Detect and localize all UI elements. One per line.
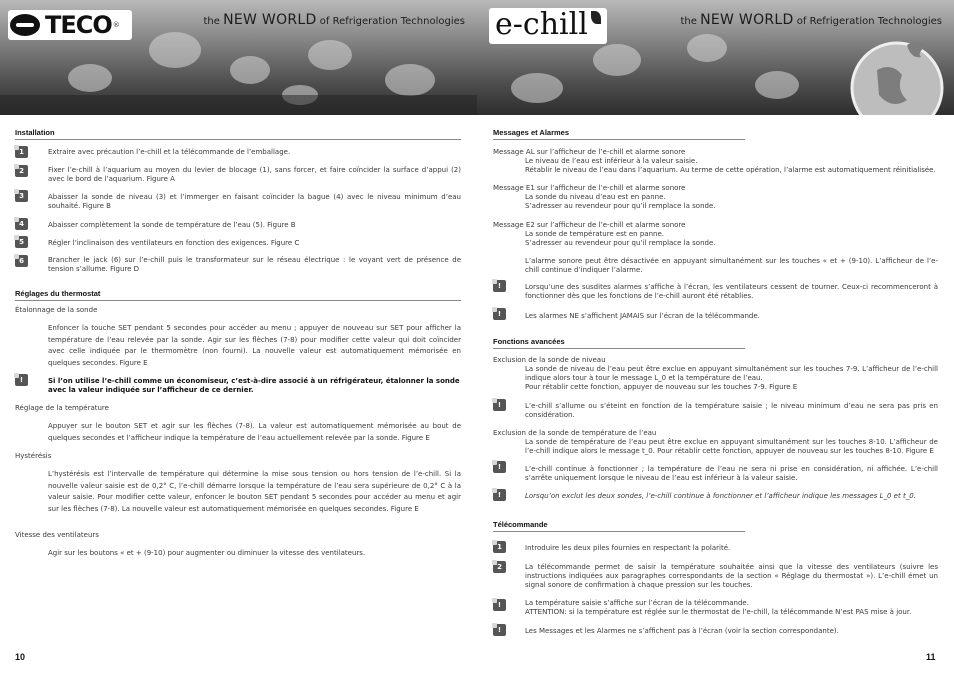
al-line-1: Le niveau de l’eau est inférieur à la valeur saisie.	[525, 157, 698, 165]
note-icon: !	[493, 399, 506, 411]
alarm-note-2: Les alarmes NE s’affichent JAMAIS sur l’écran de la télécommande.	[525, 312, 760, 320]
advanced-note-2: L’e-chill continue à fonctionner ; la température de l’eau ne sera ni prise en considération, ni affichée. L’e-chill s’arrête uniquement lorsque le niveau de l’eau est inférieur à la valeur saisie.	[525, 465, 938, 482]
step-6-icon: 6	[15, 255, 28, 267]
remote-step-2: La télécommande permet de saisir la température souhaitée ainsi que la vitesse des ventilateurs (suivre les instructions indiquées aux paragraphes correspondants de la section « Réglage du thermostat »). L’e-chill émet un signal sonore de confirmation à chaque pression sur les touches.	[525, 563, 938, 589]
advanced-note-3: Lorsqu’on exclut les deux sondes, l’e-chill continue à fonctionner et l’afficheur indique les messages L_0 et t_0.	[525, 492, 916, 500]
step-5-icon: 5	[15, 236, 28, 248]
advanced-note-1: L’e-chill s’allume ou s’éteint en fonction de la température saisie ; le niveau minimum d’eau ne sera pas pris en considération.	[525, 402, 938, 419]
alarms-heading: Messages et Alarmes	[493, 128, 745, 140]
echill-logo	[489, 8, 607, 44]
tagline-left	[204, 12, 465, 28]
temp-exclusion-text: La sonde de température de l’eau peut être exclue en appuyant simultanément sur les touches 8-10. L’afficheur de l’e-chill indique alors le message t_0. Pour rétablir cette fonction, appuyer de nouveau sur les touches 8-10. Figure E	[525, 438, 938, 455]
fan-speed-text: Agir sur les boutons « et + (9-10) pour augmenter ou diminuer la vitesse des ventilateurs.	[48, 549, 366, 557]
step-4-icon: 4	[15, 218, 28, 230]
install-step-2: Fixer l’e-chill à l’aquarium au moyen du levier de blocage (1), sans forcer, et faire coïncider la surface d’appui (2) avec le bord de l’aquarium. Figure A	[48, 166, 461, 183]
teco-logo-text: TECO	[45, 11, 112, 39]
calibration-label: Étalonnage de la sonde	[15, 306, 98, 314]
e2-label: Message E2 sur l’afficheur de l’e-chill et alarme sonore	[493, 221, 686, 229]
install-step-6: Brancher le jack (6) sur l’e-chill puis le transformateur sur le réseau électrique : le voyant vert de présence de tension s’allume. Figure D	[48, 256, 461, 273]
e1-line-2: S’adresser au revendeur pour qu’il remplace la sonde.	[525, 202, 716, 210]
step-1-icon: 1	[15, 146, 28, 158]
registered-mark: ®	[112, 21, 120, 29]
remote-heading: Télécommande	[493, 520, 745, 532]
note-icon: !	[493, 280, 506, 292]
al-label: Message AL sur l’afficheur de l’e-chill et alarme sonore	[493, 148, 686, 156]
calibration-text: Enfoncer la touche SET pendant 5 secondes pour accéder au menu ; appuyer de nouveau sur SET pour afficher la température de l’eau relevée par la sonde. Agir sur les flèches (7-8) pour modifier cette valeur qui doit coïncider avec celle indiquée par le thermomètre (non fourni). La nouvelle valeur est automatiquement mémorisée en quelques secondes. Figure E	[48, 324, 461, 367]
echill-logo-text: e-chill	[495, 7, 588, 42]
leaf-icon	[591, 11, 601, 24]
page-number-left: 10	[15, 652, 26, 662]
alarm-note-1: Lorsqu’une des susdites alarmes s’affiche à l’écran, les ventilateurs cessent de tourner. Ceux-ci recommenceront à fonctionner dès que les fonctions de l’e-chill auront été rétablies.	[525, 283, 938, 300]
warning-icon: !	[15, 374, 28, 386]
header-banner-right	[477, 0, 954, 115]
note-icon: !	[493, 599, 506, 611]
page-number-right: 11	[926, 652, 936, 662]
hysteresis-text: L’hystérésis est l’intervalle de température qui détermine la mise sous tension ou hors tension de l’e-chill. Si la nouvelle valeur saisie est de 0,2° C, l’e-chill démarre lorsque la température de l’eau sera supérieure de 0,2° C à la valeur saisie. Pour modifier cette valeur, enfoncer le bouton SET pendant 5 secondes pour accéder au menu et agir sur les flèches (7-8). La nouvelle valeur est automatiquement mémorisée en quelques secondes. Figure E	[48, 470, 461, 513]
note-icon: !	[493, 624, 506, 636]
tagline-prefix: the	[680, 16, 697, 27]
warning-text: Si l’on utilise l’e-chill comme un économiseur, c’est-à-dire associé à un réfrigérateur, étalonner la sonde avec la valeur indiquée sur l’afficheur de ce dernier.	[48, 377, 460, 394]
temperature-text: Appuyer sur le bouton SET et agir sur les flèches (7-8). La valeur est automatiquement mémorisée au bout de quelques secondes et l’afficheur indique la température de l’eau actuellement relevée par la sonde. Figure E	[48, 422, 461, 442]
temperature-label: Réglage de la température	[15, 404, 109, 412]
teco-logo	[8, 10, 132, 40]
step-2-icon: 2	[15, 165, 28, 177]
install-step-5: Régler l’inclinaison des ventilateurs en fonction des exigences. Figure C	[48, 239, 300, 247]
hysteresis-label: Hystérésis	[15, 452, 52, 460]
tagline-suffix: of Refrigeration Technologies	[796, 16, 942, 27]
al-line-2: Rétablir le niveau de l’eau dans l’aquarium. Au terme de cette opération, l’alarme est automatiquement réinitialisée.	[525, 166, 936, 174]
fan-speed-label: Vitesse des ventilateurs	[15, 531, 99, 539]
step-3-icon: 3	[15, 190, 28, 202]
level-exclusion-label: Exclusion de la sonde de niveau	[493, 356, 606, 364]
install-step-1: Extraire avec précaution l’e-chill et la télécommande de l’emballage.	[48, 148, 291, 156]
level-exclusion-text-2: Pour rétablir cette fonction, appuyer de nouveau sur les touches 7-9. Figure E	[525, 383, 798, 391]
install-step-4: Abaisser complètement la sonde de température de l’eau (5). Figure B	[48, 221, 296, 229]
thermostat-heading: Réglages du thermostat	[15, 289, 461, 301]
remote-note-1-line-1: La température saisie s’affiche sur l’écran de la télécommande.	[525, 599, 749, 607]
header-banner-left	[0, 0, 477, 115]
step-2-icon: 2	[493, 561, 506, 573]
teco-logo-mark	[10, 14, 40, 36]
step-1-icon: 1	[493, 541, 506, 553]
e1-label: Message E1 sur l’afficheur de l’e-chill et alarme sonore	[493, 184, 686, 192]
advanced-heading: Fonctions avancées	[493, 337, 745, 349]
level-exclusion-text-1: La sonde de niveau de l’eau peut être exclue en appuyant simultanément sur les touches 7-9. L’afficheur de l’e-chill indique alors tour à tour le message L_0 et la température de l’eau.	[525, 365, 938, 382]
temp-exclusion-label: Exclusion de la sonde de température de l’eau	[493, 429, 657, 437]
deactivate-text: L’alarme sonore peut être désactivée en appuyant simultanément sur les touches « et + (9-10). L’afficheur de l’e-chill continue d’indiquer l’alarme.	[525, 257, 938, 274]
remote-note-1-line-2: ATTENTION: si la température est réglée sur le thermostat de l’e-chill, la télécommande N’est PAS mise à jour.	[525, 608, 912, 616]
note-icon: !	[493, 461, 506, 473]
install-step-3: Abaisser la sonde de niveau (3) et l’immerger en faisant coïncider la bague (4) avec le niveau minimum d’eau souhaité. Figure B	[48, 193, 461, 210]
note-icon: !	[493, 489, 506, 501]
e2-line-2: S’adresser au revendeur pour qu’il remplace la sonde.	[525, 239, 716, 247]
tagline-suffix: of Refrigeration Technologies	[319, 16, 465, 27]
remote-step-1: Introduire les deux piles fournies en respectant la polarité.	[525, 544, 731, 552]
note-icon: !	[493, 308, 506, 320]
tagline-big: NEW WORLD	[223, 12, 317, 28]
installation-heading: Installation	[15, 128, 461, 140]
tagline-right	[681, 12, 942, 28]
e1-line-1: La sonde du niveau d’eau est en panne.	[525, 193, 666, 201]
e2-line-1: La sonde de température est en panne.	[525, 230, 664, 238]
tagline-big: NEW WORLD	[700, 12, 794, 28]
tagline-prefix: the	[203, 16, 220, 27]
remote-note-2: Les Messages et les Alarmes ne s’affichent pas à l’écran (voir la section correspondante).	[525, 627, 839, 635]
